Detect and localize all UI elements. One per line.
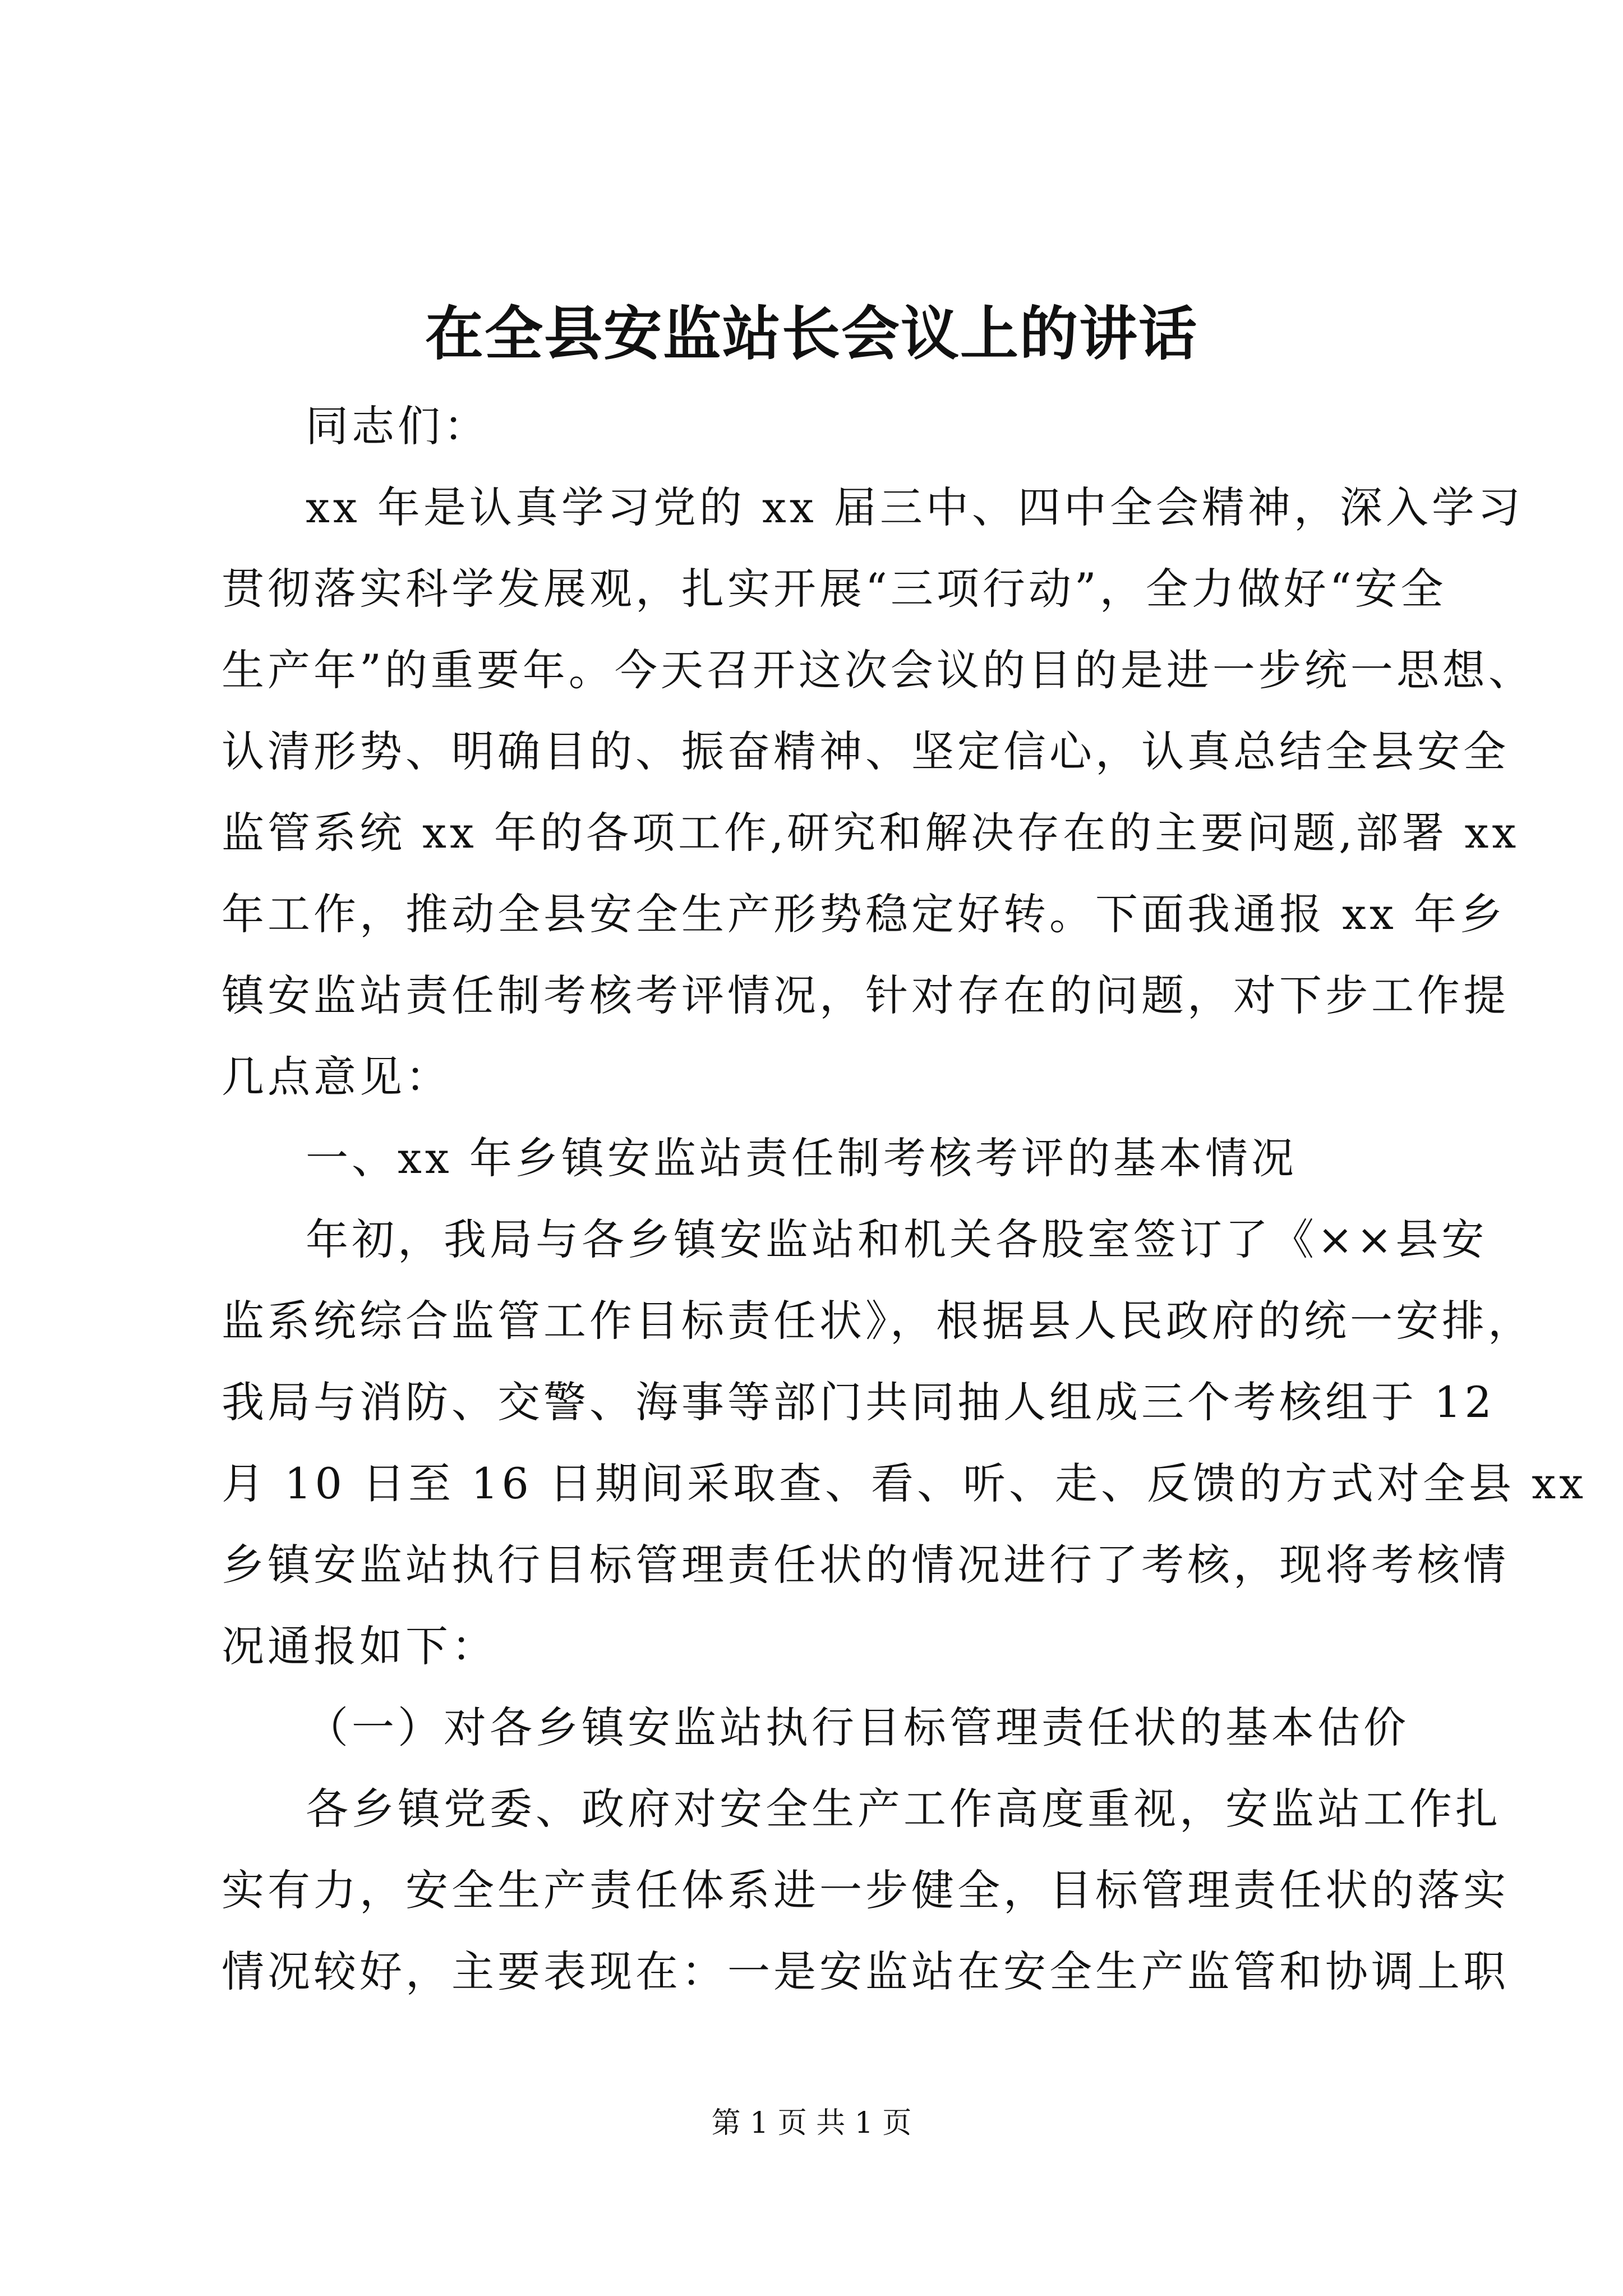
paragraph-line: 生产年”的重要年。今天召开这次会议的目的是进一步统一思想、 [222, 645, 1534, 695]
page-title: 在全县安监站长会议上的讲话 [425, 299, 1198, 368]
paragraph-line: 贯彻落实科学发展观，扎实开展“三项行动”，全力做好“安全 [222, 564, 1447, 614]
page-footer: 第 1 页 共 1 页 [711, 2106, 912, 2140]
paragraph-line: 监系统综合监管工作目标责任状》，根据县人民政府的统一安排， [222, 1296, 1534, 1346]
paragraph-line: 我局与消防、交警、海事等部门共同抽人组成三个考核组于 12 [222, 1377, 1495, 1427]
paragraph-line: 乡镇安监站执行目标管理责任状的情况进行了考核，现将考核情 [222, 1540, 1509, 1590]
section-heading: 一、xx 年乡镇安监站责任制考核考评的基本情况 [306, 1133, 1297, 1183]
paragraph-line: 年工作，推动全县安全生产形势稳定好转。下面我通报 xx 年乡 [222, 889, 1506, 939]
subsection-heading: （一）对各乡镇安监站执行目标管理责任状的基本估价 [306, 1703, 1409, 1752]
paragraph-line: 几点意见： [222, 1052, 451, 1102]
paragraph-line: 月 10 日至 16 日期间采取查、看、听、走、反馈的方式对全县 xx [222, 1458, 1587, 1508]
paragraph-line: 认清形势、明确目的、振奋精神、坚定信心，认真总结全县安全 [222, 726, 1509, 776]
paragraph-line: 情况较好，主要表现在：一是安监站在安全生产监管和协调上职 [222, 1947, 1509, 1996]
paragraph-line: 镇安监站责任制考核考评情况，针对存在的问题，对下步工作提 [222, 970, 1509, 1020]
paragraph-line: 年初，我局与各乡镇安监站和机关各股室签订了《××县安 [306, 1214, 1488, 1264]
paragraph-line: 况通报如下： [222, 1621, 497, 1671]
paragraph-line: 各乡镇党委、政府对安全生产工作高度重视，安监站工作扎 [306, 1784, 1501, 1834]
paragraph-line: 监管系统 xx 年的各项工作,研究和解决存在的主要问题,部署 xx [222, 808, 1520, 858]
paragraph-line: 实有力，安全生产责任体系进一步健全，目标管理责任状的落实 [222, 1865, 1509, 1915]
salutation: 同志们： [306, 401, 490, 451]
paragraph-line: xx 年是认真学习党的 xx 届三中、四中全会精神，深入学习 [306, 482, 1524, 532]
